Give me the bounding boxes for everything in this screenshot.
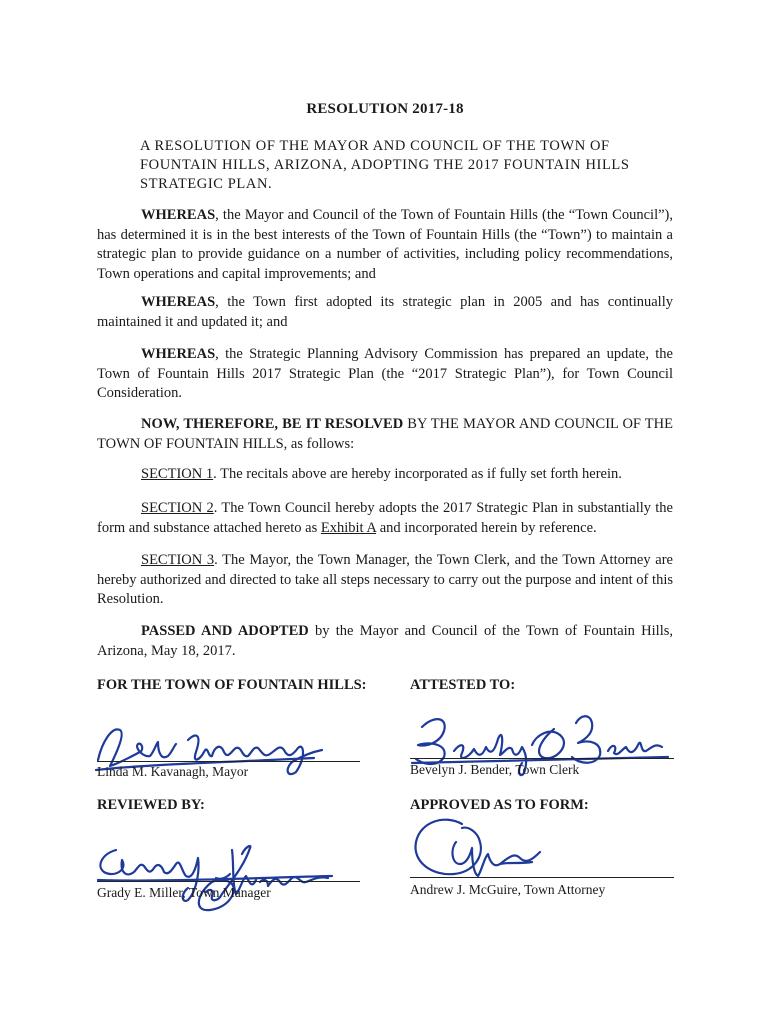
attorney-signature-line [410,877,674,878]
passed-text: by the Mayor and Council of the Town of Fountain Hills, Arizona, May 18, 2017. [97,623,674,659]
section-1-text: . The recitals above are hereby incorporated as if fully set forth herein. [213,466,622,482]
whereas-paragraph-1 [97,206,673,284]
passed-lead: PASSED AND ADOPTED [141,623,309,639]
whereas-paragraph-2 [97,293,673,332]
attested-label: ATTESTED TO: [410,677,516,693]
section-2-label: SECTION 2 [141,500,214,516]
section-2-paragraph [97,499,673,538]
mayor-name: Linda M. Kavanagh, Mayor [97,764,249,779]
whereas-text: , the Mayor and Council of the Town of Fountain Hills (the “Town Council”), has determined it is in the best interests of the Town of Fountain Hills (the “Town”) to maintain a strategic plan to provide guidance on a number of activities, including policy recommendations, Town operations and capital improvements; and [97,207,673,282]
mayor-signature-line [97,761,360,762]
approved-label: APPROVED AS TO FORM: [410,797,589,813]
whereas-text: , the Town first adopted its strategic plan in 2005 and has continually maintained it and updated it; and [97,294,673,330]
resolved-lead: NOW, THEREFORE, BE IT RESOLVED [141,416,404,432]
section-2-text-end: and incorporated herein by reference. [376,519,597,536]
section-1-label: SECTION 1 [141,466,214,482]
resolution-heading: A RESOLUTION OF THE MAYOR AND COUNCIL OF THE TOWN OF FOUNTAIN HILLS, ARIZONA, ADOPTING THE 2017 FOUNTAIN HILLS STRATEGIC PLAN. [140,138,630,192]
resolved-text: BY THE MAYOR AND COUNCIL OF THE TOWN OF FOUNTAIN HILLS, as follows: [97,416,673,452]
attorney-name: Andrew J. McGuire, Town Attorney [410,882,606,897]
resolved-paragraph [97,415,673,454]
whereas-lead: WHEREAS [141,346,216,362]
whereas-text: , the Strategic Planning Advisory Commission has prepared an update, the Town of Fountain Hills 2017 Strategic Plan (the “2017 Strategic Plan”), for Town Council Consideration. [97,346,673,401]
clerk-name: Bevelyn J. Bender, Town Clerk [410,762,580,777]
for-town-label: FOR THE TOWN OF FOUNTAIN HILLS: [97,677,367,693]
resolution-title: RESOLUTION 2017-18 [306,101,464,117]
attorney-signature [404,812,604,892]
manager-name: Grady E. Miller, Town Manager [97,885,271,900]
section-1-paragraph [97,465,673,485]
exhibit-a-reference: Exhibit A [320,519,377,536]
section-2-text: . The Town Council hereby adopts the 2017 Strategic Plan in substantially the form and substance attached hereto as [97,500,673,536]
passed-paragraph [97,622,673,661]
whereas-lead: WHEREAS [141,207,216,223]
section-3-label: SECTION 3 [141,552,215,568]
section-3-paragraph [97,551,673,610]
whereas-lead: WHEREAS [141,294,216,310]
section-3-text: . The Mayor, the Town Manager, the Town Clerk, and the Town Attorney are hereby authorized and directed to take all steps necessary to carry out the purpose and intent of this Resolution. [97,552,673,607]
reviewed-label: REVIEWED BY: [97,797,205,813]
clerk-signature-line [410,758,674,759]
manager-signature-line [97,881,360,882]
whereas-paragraph-3 [97,345,673,404]
